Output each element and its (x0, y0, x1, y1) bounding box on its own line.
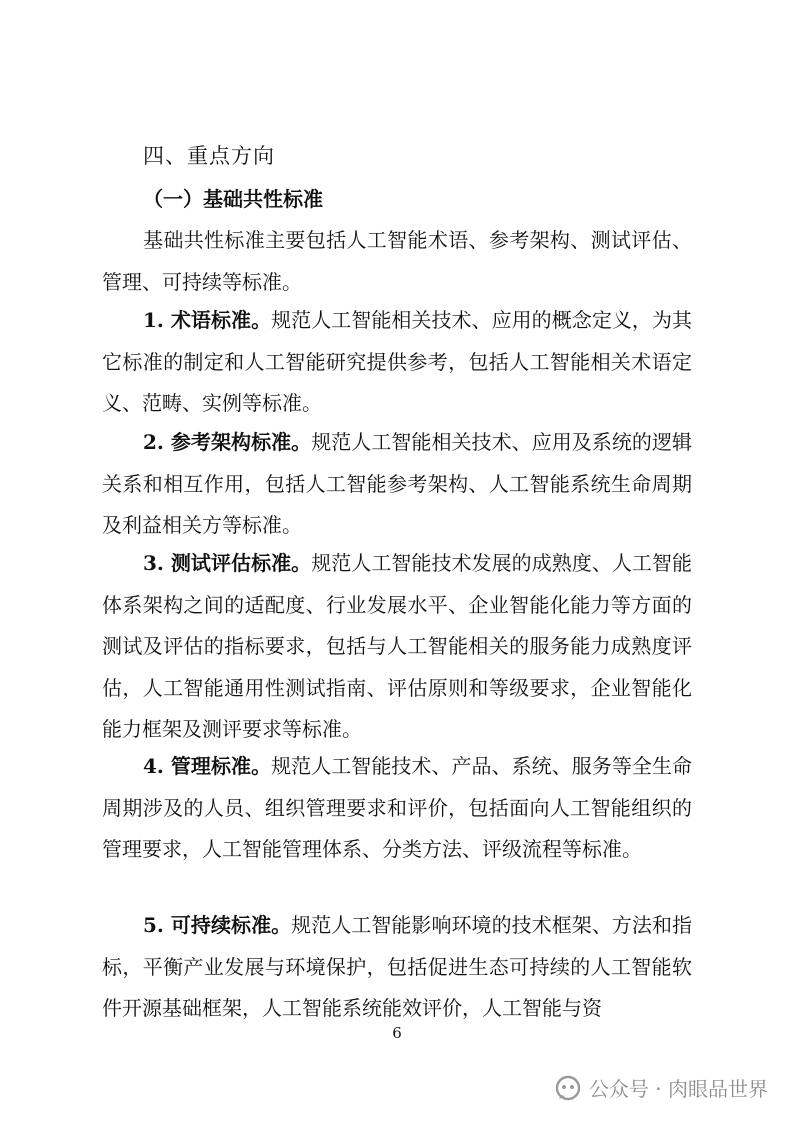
item-paragraph-2 (102, 422, 692, 547)
subsection-heading: （一）基础共性标准 (143, 187, 323, 211)
item-text: 规范人工智能相关技术、应用的概念定义，为其它标准的制定和人工智能研究提供参考，包括人工智能相关术语定义、范畴、实例等标准。 (102, 308, 692, 415)
item-text: 规范人工智能影响环境的技术框架、方法和指标，平衡产业发展与环境保护，包括促进生态可持续的人工智能软件开源基础框架，人工智能系统能效评价，人工智能与资 (102, 913, 693, 1020)
wechat-official-account-icon (555, 1075, 581, 1101)
item-text: 规范人工智能技术发展的成熟度、人工智能体系架构之间的适配度、行业发展水平、企业智能化能力等方面的测试及评估的指标要求，包括与人工智能相关的服务能力成熟度评估，人工智能通用性测试指南、评估原则和等级要求，企业智能化能力框架及测评要求等标准。 (102, 551, 693, 741)
intro-paragraph: 基础共性标准主要包括人工智能术语、参考架构、测试评估、管理、可持续等标准。 (102, 228, 692, 294)
watermark (555, 1073, 768, 1102)
item-paragraph-1 (102, 300, 692, 425)
section-heading: 四、重点方向 (143, 144, 275, 168)
item-paragraph-4 (102, 746, 692, 871)
item-paragraph-3 (102, 543, 692, 751)
item-label: 5. 可持续标准。 (143, 913, 292, 937)
item-label: 3. 测试评估标准。 (143, 551, 312, 575)
item-label: 1. 术语标准。 (143, 308, 272, 332)
watermark-text: 公众号 · 肉眼品世界 (588, 1077, 768, 1101)
item-text: 规范人工智能相关技术、应用及系统的逻辑关系和相互作用，包括人工智能参考架构、人工智能系统生命周期及利益相关方等标准。 (102, 430, 693, 537)
item-label: 4. 管理标准。 (143, 754, 272, 778)
item-paragraph-5 (102, 905, 692, 1030)
page-number: 6 (392, 1024, 402, 1042)
item-text: 规范人工智能技术、产品、系统、服务等全生命周期涉及的人员、组织管理要求和评价，包括面向人工智能组织的管理要求，人工智能管理体系、分类方法、评级流程等标准。 (102, 754, 692, 861)
item-label: 2. 参考架构标准。 (143, 430, 312, 454)
